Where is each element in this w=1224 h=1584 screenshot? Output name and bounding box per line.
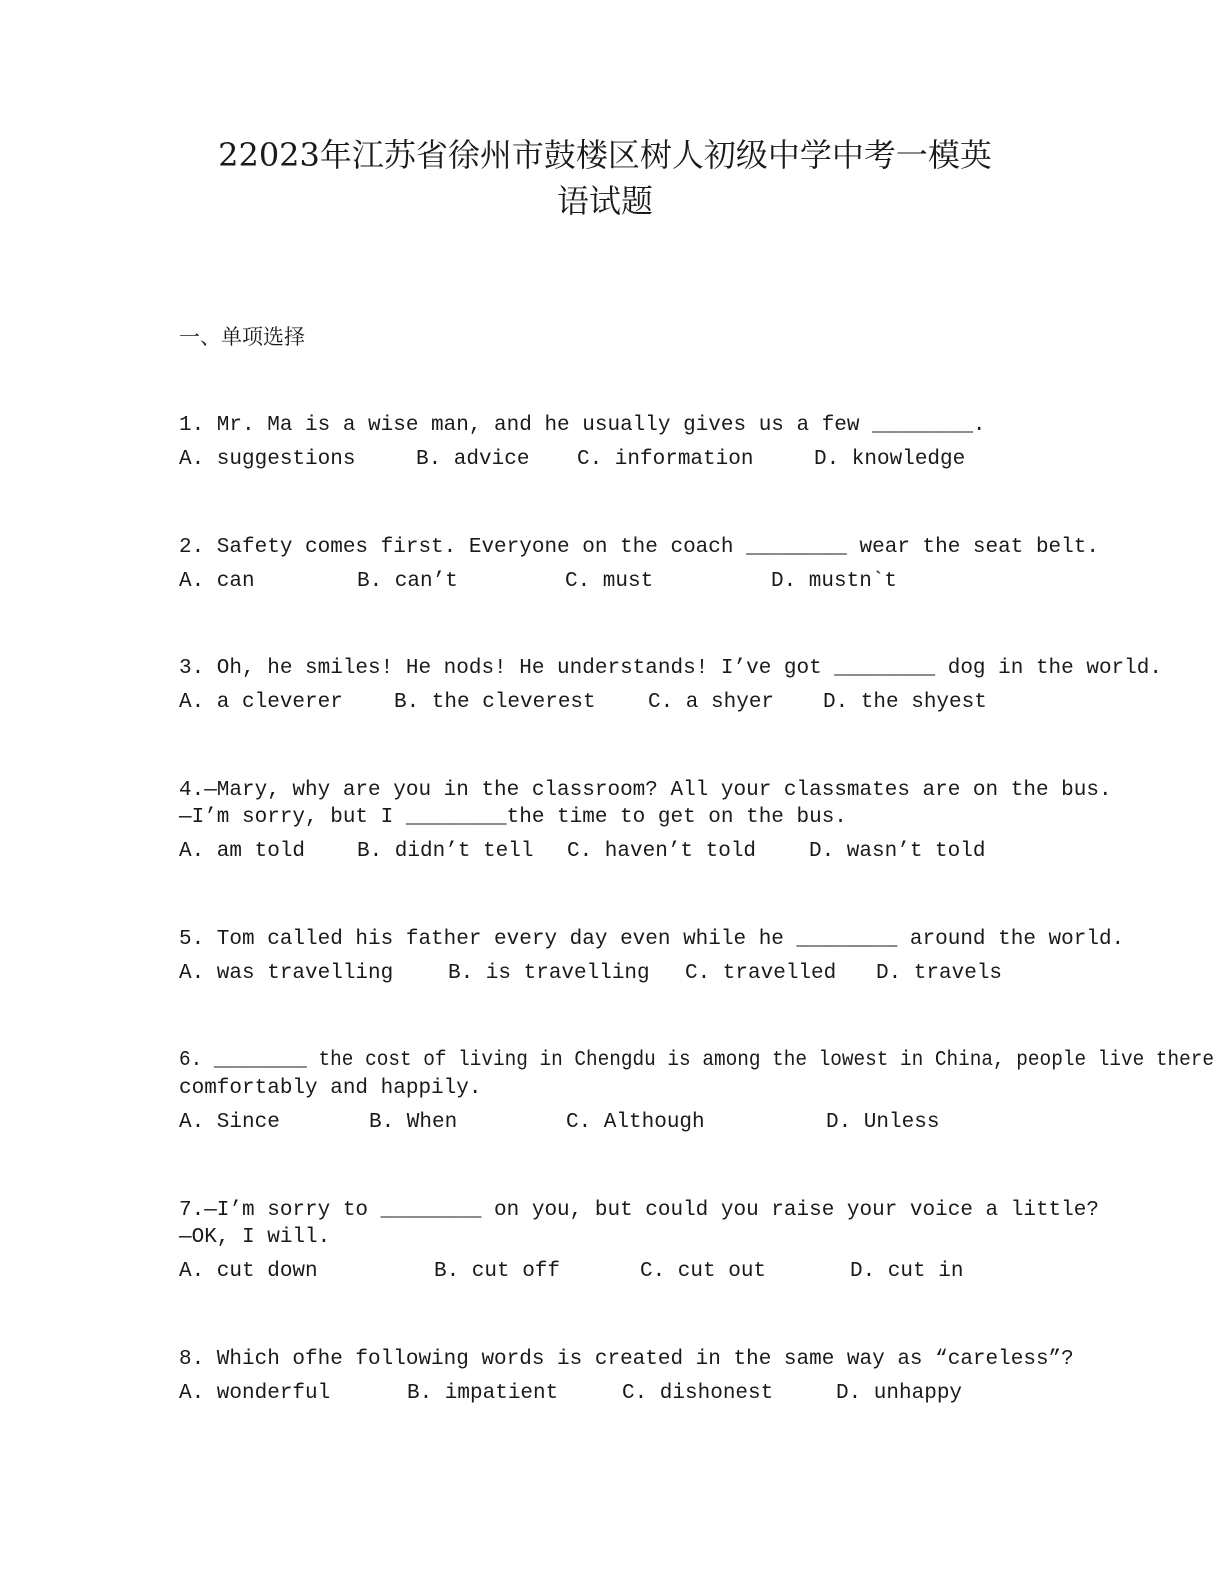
- question-2-option-c: C. must: [565, 570, 654, 593]
- document-title-line-2: 语试题: [556, 182, 653, 220]
- question-7-option-b: B. cut off: [434, 1260, 561, 1283]
- question-7-option-a: A. cut down: [179, 1260, 318, 1283]
- document-title-line-1: 22023年江苏省徐州市鼓楼区树人初级中学中考一模英: [218, 136, 992, 174]
- question-5-option-d: D. travels: [876, 962, 1003, 985]
- question-2-option-b: B. can’t: [357, 570, 458, 593]
- question-4-stem-line-1: 4.—Mary, why are you in the classroom? All your classmates are on the bus.: [179, 779, 1112, 802]
- question-4-option-b: B. didn’t tell: [357, 840, 534, 863]
- question-1-stem: 1. Mr. Ma is a wise man, and he usually gives us a few ________.: [179, 414, 986, 437]
- question-1-option-a: A. suggestions: [179, 448, 356, 471]
- question-3-option-c: C. a shyer: [648, 691, 775, 714]
- question-8-option-b: B. impatient: [407, 1382, 559, 1405]
- question-8-stem: 8. Which ofhe following words is created in the same way as “careless”?: [179, 1348, 1074, 1371]
- question-1-option-d: D. knowledge: [814, 448, 966, 471]
- question-3-option-a: A. a cleverer: [179, 691, 343, 714]
- question-6-stem-line-2: comfortably and happily.: [179, 1077, 482, 1100]
- question-6-option-a: A. Since: [179, 1111, 280, 1134]
- question-6-stem-line-1: 6. ________ the cost of living in Chengdu is among the lowest in China, people live there: [179, 1049, 1215, 1072]
- question-2-stem: 2. Safety comes first. Everyone on the coach ________ wear the seat belt.: [179, 536, 1099, 559]
- question-4-option-d: D. wasn’t told: [809, 840, 986, 863]
- question-6-option-c: C. Although: [566, 1111, 705, 1134]
- question-7-option-d: D. cut in: [850, 1260, 964, 1283]
- question-4-option-c: C. haven’t told: [567, 840, 757, 863]
- question-8-option-a: A. wonderful: [179, 1382, 331, 1405]
- question-3-option-d: D. the shyest: [823, 691, 987, 714]
- question-8-option-d: D. unhappy: [836, 1382, 963, 1405]
- section-heading: 一、单项选择: [179, 325, 305, 349]
- question-7-stem-line-1: 7.—I’m sorry to ________ on you, but could you raise your voice a little?: [179, 1199, 1099, 1222]
- question-4-option-a: A. am told: [179, 840, 306, 863]
- question-6-option-d: D. Unless: [826, 1111, 940, 1134]
- question-1-option-c: C. information: [577, 448, 754, 471]
- question-5-option-b: B. is travelling: [448, 962, 650, 985]
- question-3-option-b: B. the cleverest: [394, 691, 596, 714]
- question-7-stem-line-2: —OK, I will.: [179, 1226, 331, 1249]
- question-2-option-a: A. can: [179, 570, 255, 593]
- question-8-option-c: C. dishonest: [622, 1382, 774, 1405]
- question-3-stem: 3. Oh, he smiles! He nods! He understands! I’ve got ________ dog in the world.: [179, 657, 1162, 680]
- question-5-stem: 5. Tom called his father every day even while he ________ around the world.: [179, 928, 1125, 951]
- question-4-stem-line-2: —I’m sorry, but I ________the time to get on the bus.: [179, 806, 847, 829]
- question-2-option-d: D. mustn`t: [771, 570, 898, 593]
- question-5-option-a: A. was travelling: [179, 962, 394, 985]
- question-7-option-c: C. cut out: [640, 1260, 767, 1283]
- question-6-option-b: B. When: [369, 1111, 458, 1134]
- question-1-option-b: B. advice: [416, 448, 530, 471]
- question-5-option-c: C. travelled: [685, 962, 837, 985]
